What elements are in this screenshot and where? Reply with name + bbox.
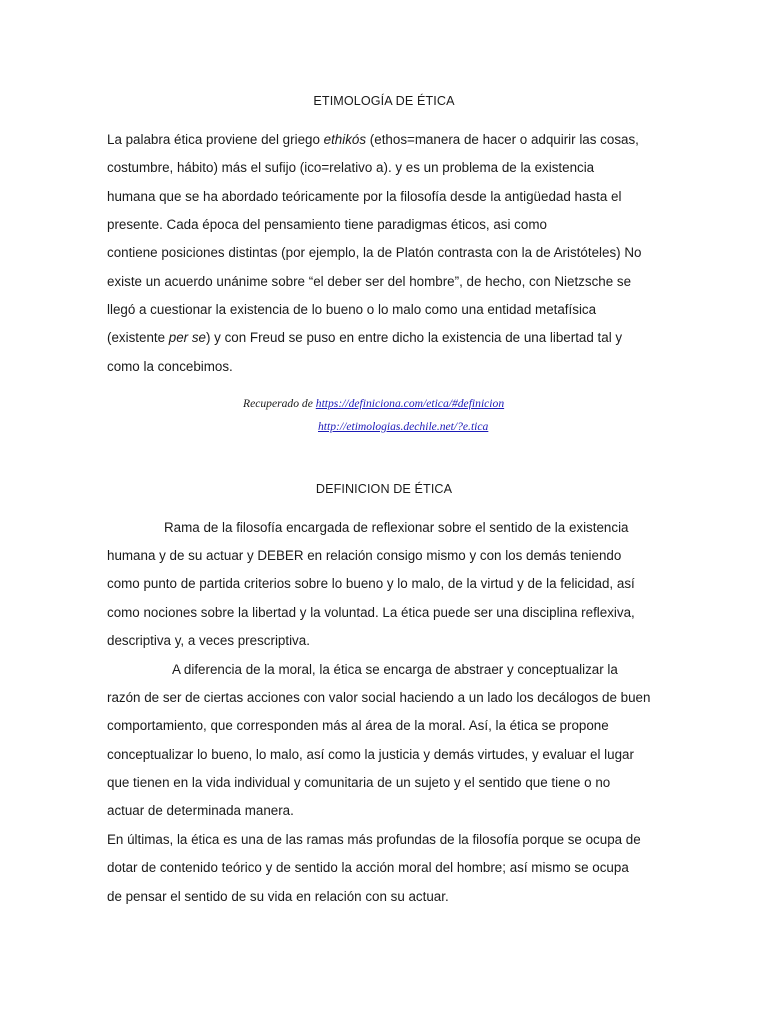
section-title-definicion: DEFINICION DE ÉTICA — [315, 482, 453, 496]
citation-prefix: Recuperado de — [243, 397, 316, 410]
paragraph-line: (existente per se) y con Freud se puso en entre dicho la existencia de una libertad tal y — [107, 330, 623, 345]
paragraph-line: como nociones sobre la libertad y la voluntad. La ética puede ser una disciplina reflexiva, — [107, 605, 635, 620]
paragraph-line: existe un acuerdo unánime sobre “el deber ser del hombre”, de hecho, con Nietzsche se — [107, 274, 632, 289]
citation-link-etimologias[interactable]: http://etimologias.dechile.net/?e.tica — [318, 420, 489, 433]
paragraph-line: humana que se ha abordado teóricamente por la filosofía desde la antigüedad hasta el — [107, 189, 622, 204]
paragraph-line: actuar de determinada manera. — [107, 803, 294, 818]
paragraph-line: Rama de la filosofía encargada de reflexionar sobre el sentido de la existencia — [164, 520, 629, 535]
citation-link-definiciona[interactable]: https://definiciona.com/etica/#definicion — [315, 397, 505, 410]
paragraph-line: comportamiento, que corresponden más al área de la moral. Así, la ética se propone — [107, 718, 609, 733]
section-title-etimologia: ETIMOLOGÍA DE ÉTICA — [313, 94, 455, 108]
paragraph-line: de pensar el sentido de su vida en relación con su actuar. — [107, 889, 449, 904]
paragraph-line: humana y de su actuar y DEBER en relación consigo mismo y con los demás teniendo — [107, 548, 622, 563]
paragraph-line: costumbre, hábito) más el sufijo (ico=relativo a). y es un problema de la existencia — [107, 160, 595, 175]
paragraph-line: A diferencia de la moral, la ética se encarga de abstraer y conceptualizar la — [172, 662, 618, 677]
paragraph-line: contiene posiciones distintas (por ejemplo, la de Platón contrasta con la de Aristóteles) No — [107, 245, 642, 260]
paragraph-line: presente. Cada época del pensamiento tiene paradigmas éticos, asi como — [107, 217, 547, 232]
paragraph-line: conceptualizar lo bueno, lo malo, así como la justicia y demás virtudes, y evaluar el lugar — [107, 747, 634, 762]
paragraph-line: que tienen en la vida individual y comunitaria de un sujeto y el sentido que tiene o no — [107, 775, 611, 790]
paragraph-line: llegó a cuestionar la existencia de lo bueno o lo malo como una entidad metafísica — [107, 302, 597, 317]
citation-line-1 — [243, 397, 504, 410]
paragraph-line: como la concebimos. — [107, 359, 233, 374]
paragraph-line: razón de ser de ciertas acciones con valor social haciendo a un lado los decálogos de buen — [107, 690, 651, 705]
paragraph-line: descriptiva y, a veces prescriptiva. — [107, 633, 310, 648]
paragraph-line: como punto de partida criterios sobre lo bueno y lo malo, de la virtud y de la felicidad, así — [107, 576, 635, 591]
citation-line-2 — [318, 420, 488, 433]
paragraph-line: La palabra ética proviene del griego ethikós (ethos=manera de hacer o adquirir las cosas, — [107, 132, 639, 147]
paragraph-line: En últimas, la ética es una de las ramas más profundas de la filosofía porque se ocupa de — [107, 832, 641, 847]
paragraph-line: dotar de contenido teórico y de sentido la acción moral del hombre; así mismo se ocupa — [107, 860, 629, 875]
